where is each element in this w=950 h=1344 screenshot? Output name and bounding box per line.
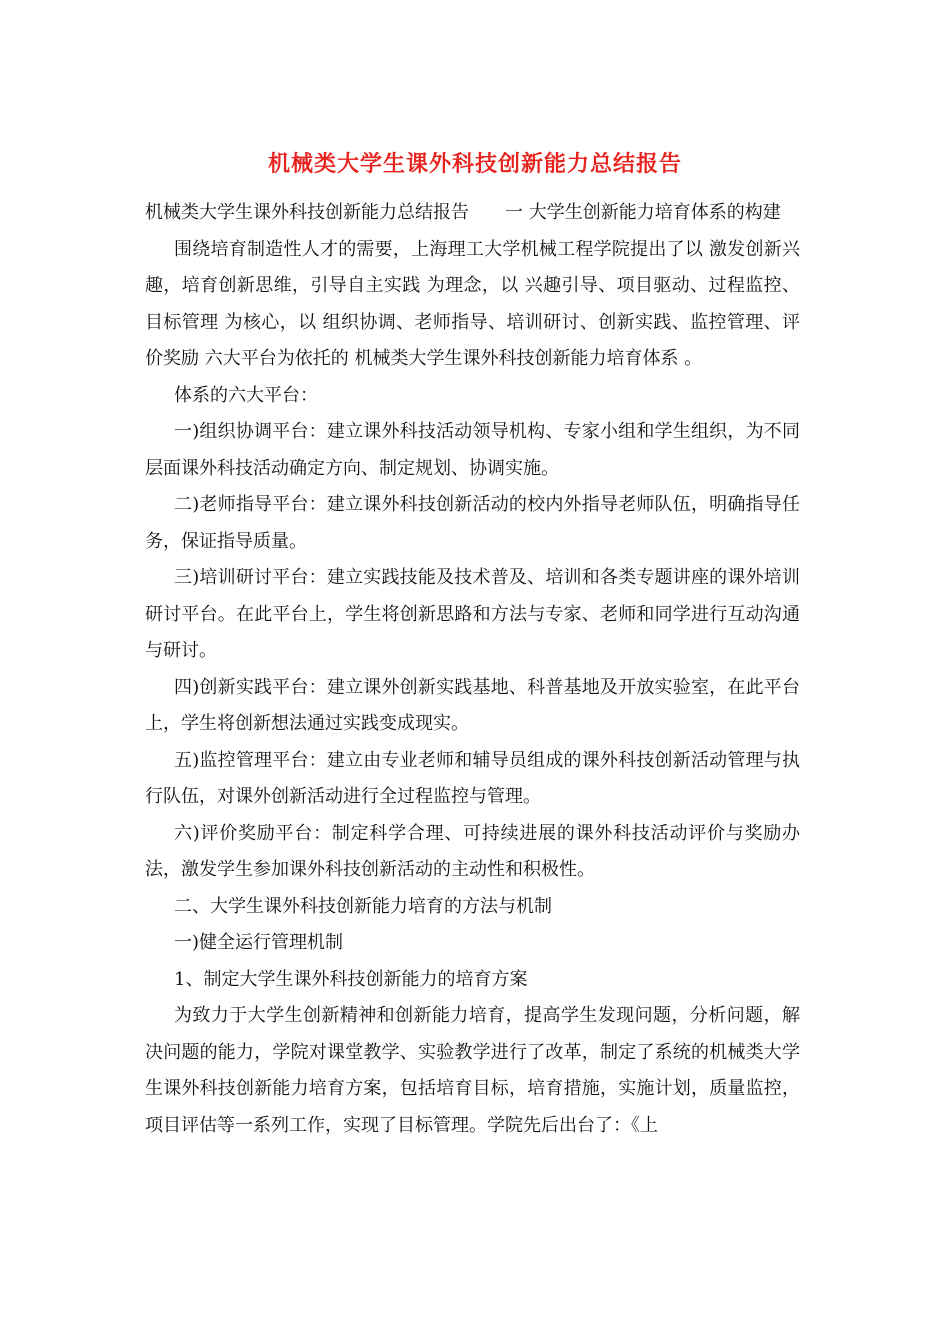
paragraph-platform-4: 四)创新实践平台：建立课外创新实践基地、科普基地及开放实验室，在此平台上，学生将创新想法通过实践变成现实。	[145, 676, 800, 734]
subsection-heading-mechanism: 一)健全运行管理机制	[174, 932, 344, 953]
intro-paragraph: 机械类大学生课外科技创新能力总结报告 一 大学生创新能力培育体系的构建	[145, 202, 781, 223]
paragraph-six-platforms-heading: 体系的六大平台：	[174, 384, 318, 406]
paragraph-platform-5: 五)监控管理平台：建立由专业老师和辅导员组成的课外科技创新活动管理与执行队伍，对课外创新活动进行全过程监控与管理。	[145, 749, 800, 807]
document-title: 机械类大学生课外科技创新能力总结报告	[267, 151, 682, 177]
paragraph-platform-3: 三)培训研讨平台：建立实践技能及技术普及、培训和各类专题讲座的课外培训研讨平台。在此平台上，学生将创新思路和方法与专家、老师和同学进行互动沟通与研讨。	[145, 567, 800, 661]
document-body	[145, 195, 800, 1144]
paragraph-plan-details: 为致力于大学生创新精神和创新能力培育，提高学生发现问题，分析问题，解决问题的能力，学院对课堂教学、实验教学进行了改革，制定了系统的机械类大学生课外科技创新能力培育方案，包括培育目标，培育措施，实施计划，质量监控，项目评估等一系列工作，实现了目标管理。学院先后出台了：《上	[145, 1005, 800, 1136]
section-heading-methods: 二、大学生课外科技创新能力培育的方法与机制	[174, 895, 552, 917]
paragraph-platform-2: 二)老师指导平台：建立课外科技创新活动的校内外指导老师队伍，明确指导任务，保证指导质量。	[145, 494, 800, 552]
paragraph-system-overview: 围绕培育制造性人才的需要，上海理工大学机械工程学院提出了以 激发创新兴趣，培育创新思维，引导自主实践 为理念，以 兴趣引导、项目驱动、过程监控、目标管理 为核心，以 组织协调、老师指导、培训研讨、创新实践、监控管理、评价奖励 六大平台为依托的 机械类大学生课外科技创新能力培育体系 。	[145, 238, 800, 369]
item-heading-plan: 1、制定大学生课外科技创新能力的培育方案	[174, 968, 528, 990]
paragraph-platform-6: 六)评价奖励平台：制定科学合理、可持续进展的课外科技活动评价与奖励办法，激发学生参加课外科技创新活动的主动性和积极性。	[145, 822, 800, 880]
paragraph-platform-1: 一)组织协调平台：建立课外科技活动领导机构、专家小组和学生组织，为不同层面课外科技活动确定方向、制定规划、协调实施。	[145, 421, 800, 479]
